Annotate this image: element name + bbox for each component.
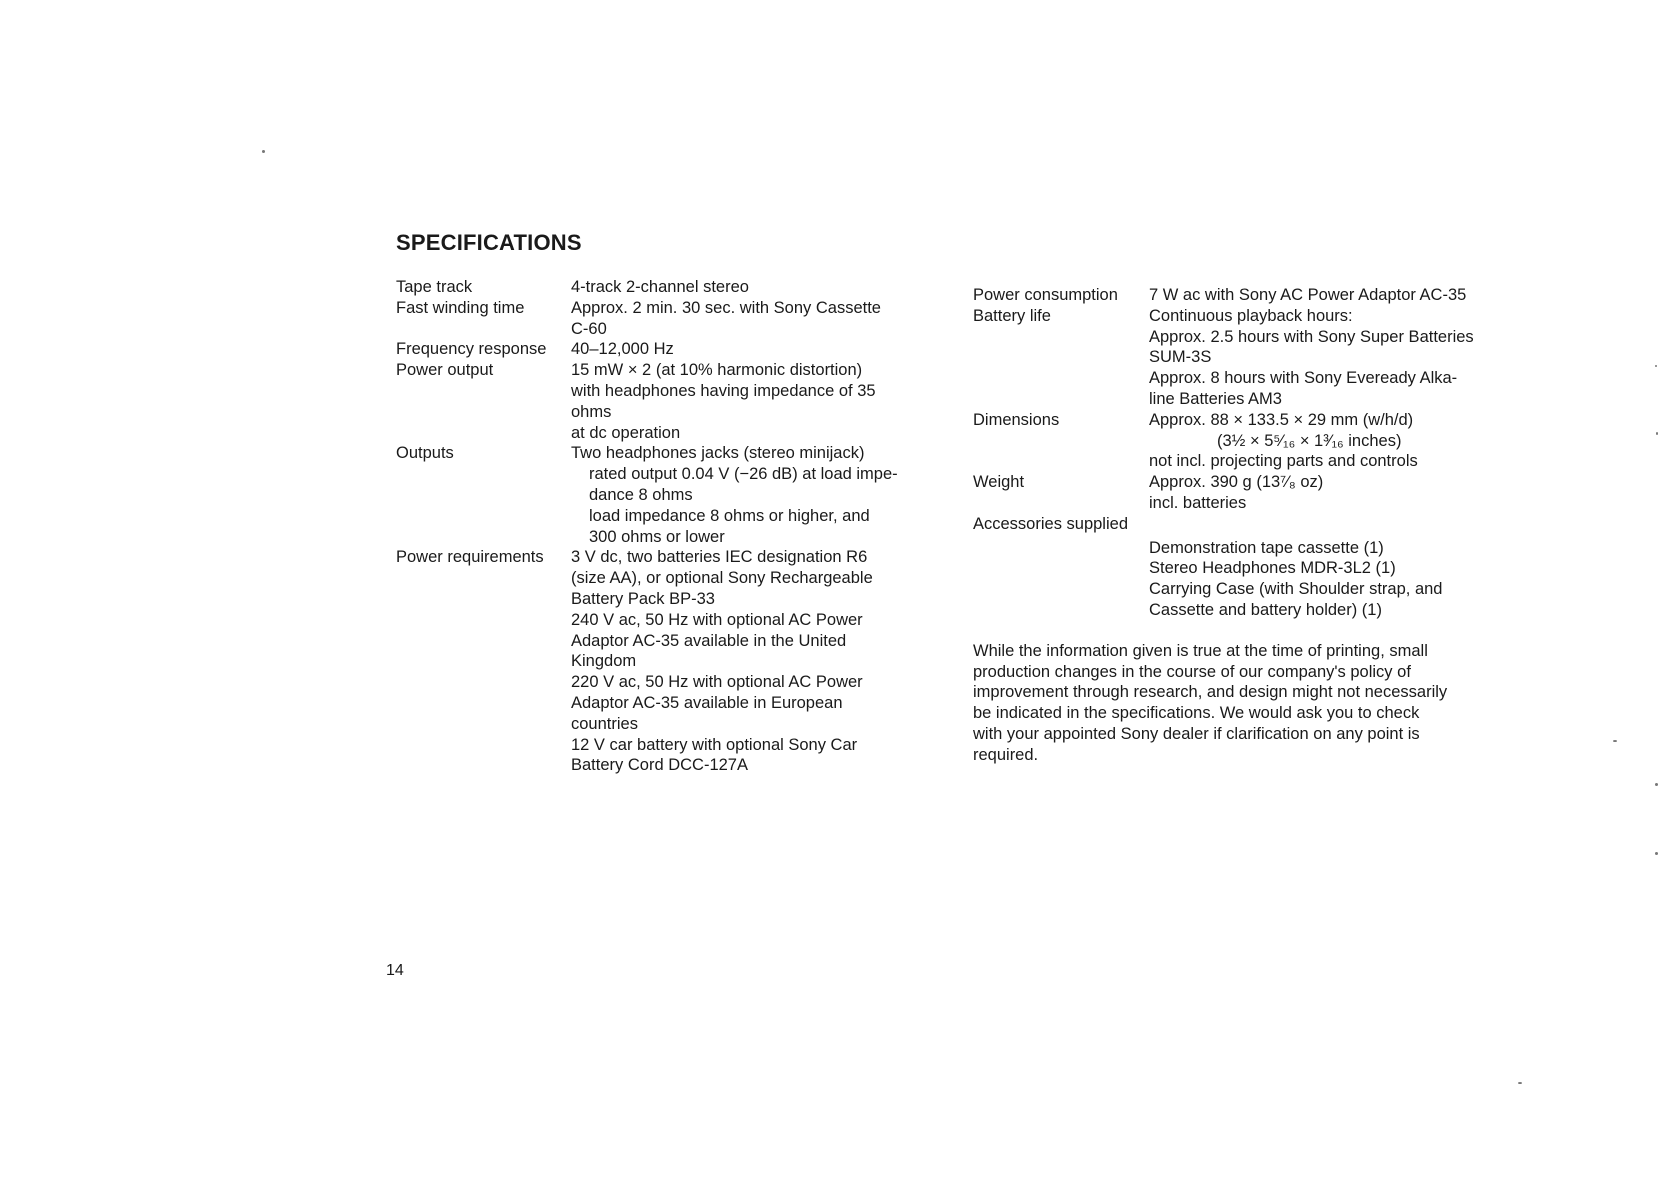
- scan-speck: [1613, 740, 1617, 742]
- spec-value-line: Two headphones jacks (stereo minijack): [571, 444, 865, 463]
- accessory-item: Stereo Headphones MDR-3L2 (1): [1149, 559, 1396, 578]
- specifications-right-column: [973, 285, 1513, 766]
- spec-value-line: Approx. 390 g (13⁷⁄₈ oz): [1149, 473, 1324, 492]
- scan-speck: [1655, 852, 1658, 855]
- spec-label: Outputs: [396, 444, 454, 463]
- disclaimer-line: improvement through research, and design might not necessarily: [973, 683, 1448, 702]
- scan-speck: [1655, 365, 1657, 367]
- spec-value: [571, 339, 941, 360]
- spec-value-line: rated output 0.04 V (−26 dB) at load impe-: [589, 465, 898, 484]
- spec-value-line: load impedance 8 ohms or higher, and: [589, 506, 870, 525]
- spec-label: Fast winding time: [396, 298, 525, 317]
- spec-value-line: line Batteries AM3: [1149, 389, 1282, 408]
- spec-value: [1149, 472, 1513, 514]
- spec-value-line: 40–12,000 Hz: [571, 340, 674, 359]
- spec-label: Battery life: [973, 306, 1051, 325]
- spec-row-frequency-response: [396, 339, 941, 360]
- spec-value-line: 4-track 2-channel stereo: [571, 278, 749, 296]
- spec-row-fast-winding-time: [396, 298, 941, 340]
- spec-row-power-output: [396, 360, 941, 443]
- specifications-left-column: [396, 277, 941, 776]
- accessory-item: Demonstration tape cassette (1): [1149, 538, 1384, 557]
- spec-value-line: ohms: [571, 402, 612, 421]
- spec-row-tape-track: [396, 277, 941, 298]
- spec-label: Weight: [973, 473, 1025, 492]
- disclaimer-line: production changes in the course of our company's policy of: [973, 662, 1411, 681]
- page-title: SPECIFICATIONS: [396, 230, 582, 255]
- accessory-item: Carrying Case (with Shoulder strap, and: [1149, 580, 1443, 599]
- spec-value-line: Approx. 88 × 133.5 × 29 mm (w/h/d): [1149, 410, 1414, 429]
- spec-value-line: not incl. projecting parts and controls: [1149, 452, 1418, 471]
- accessory-item: Cassette and battery holder) (1): [1149, 600, 1382, 619]
- disclaimer-line: required.: [973, 745, 1039, 764]
- spec-row-dimensions: [973, 410, 1513, 472]
- disclaimer-line: be indicated in the specifications. We would ask you to check: [973, 704, 1420, 723]
- scan-speck: [1518, 1082, 1522, 1084]
- spec-value: [571, 277, 941, 298]
- scan-speck: [1655, 783, 1658, 786]
- spec-value: [1149, 285, 1513, 306]
- spec-value-line: 220 V ac, 50 Hz with optional AC Power: [571, 673, 863, 692]
- spec-label: Tape track: [396, 278, 473, 296]
- spec-value-line: dance 8 ohms: [589, 485, 693, 504]
- spec-value-line: at dc operation: [571, 423, 681, 442]
- spec-row-power-requirements: [396, 547, 941, 776]
- accessories-list: [1149, 538, 1513, 621]
- spec-value-line: Battery Cord DCC-127A: [571, 756, 748, 775]
- spec-value: [571, 360, 941, 443]
- spec-value-line: 7 W ac with Sony AC Power Adaptor AC-35: [1149, 286, 1467, 304]
- disclaimer-line: with your appointed Sony dealer if clarification on any point is: [973, 724, 1420, 743]
- spec-row-weight: [973, 472, 1513, 514]
- spec-value-line: Approx. 8 hours with Sony Eveready Alka-: [1149, 369, 1458, 388]
- spec-value-line: SUM-3S: [1149, 348, 1212, 367]
- scan-speck: [1656, 432, 1658, 435]
- spec-value-line: 240 V ac, 50 Hz with optional AC Power: [571, 610, 863, 629]
- spec-row-power-consumption: [973, 285, 1513, 306]
- spec-value-line: 12 V car battery with optional Sony Car: [571, 735, 858, 754]
- spec-label: Frequency response: [396, 340, 547, 359]
- spec-value: [1149, 410, 1513, 472]
- spec-row-outputs: [396, 443, 941, 547]
- scan-speck: [262, 150, 265, 153]
- spec-label: Power output: [396, 361, 494, 380]
- spec-value-line: Battery Pack BP-33: [571, 589, 715, 608]
- spec-row-battery-life: [973, 306, 1513, 410]
- spec-value: [571, 298, 941, 340]
- spec-label: Power requirements: [396, 548, 544, 567]
- spec-label: Dimensions: [973, 410, 1060, 429]
- spec-value-line: 15 mW × 2 (at 10% harmonic distortion): [571, 361, 863, 380]
- spec-value-line: Approx. 2.5 hours with Sony Super Batteries: [1149, 327, 1474, 346]
- spec-value: [571, 547, 941, 776]
- spec-value-line: with headphones having impedance of 35: [571, 381, 876, 400]
- spec-value-line: Adaptor AC-35 available in European: [571, 693, 843, 712]
- spec-value: [571, 443, 941, 547]
- disclaimer-paragraph: [973, 641, 1513, 766]
- disclaimer-line: While the information given is true at the time of printing, small: [973, 641, 1428, 660]
- spec-value-line: 300 ohms or lower: [589, 527, 725, 546]
- spec-value-line: countries: [571, 714, 638, 733]
- page-number: 14: [386, 962, 404, 979]
- spec-label-accessories: Accessories supplied: [973, 514, 1128, 533]
- spec-value-line: Continuous playback hours:: [1149, 306, 1353, 325]
- spec-value-line: (size AA), or optional Sony Rechargeable: [571, 569, 873, 588]
- spec-value-line: 3 V dc, two batteries IEC designation R6: [571, 548, 868, 567]
- spec-value-line: Adaptor AC-35 available in the United: [571, 631, 847, 650]
- spec-label: Power consumption: [973, 286, 1118, 304]
- spec-value-line: C-60: [571, 319, 607, 338]
- spec-value: [1149, 306, 1513, 410]
- spec-value-line: incl. batteries: [1149, 493, 1247, 512]
- spec-value-line: Kingdom: [571, 652, 637, 671]
- spec-value-line: Approx. 2 min. 30 sec. with Sony Cassette: [571, 298, 881, 317]
- spec-value-line: (3½ × 5⁵⁄₁₆ × 1³⁄₁₆ inches): [1217, 431, 1402, 450]
